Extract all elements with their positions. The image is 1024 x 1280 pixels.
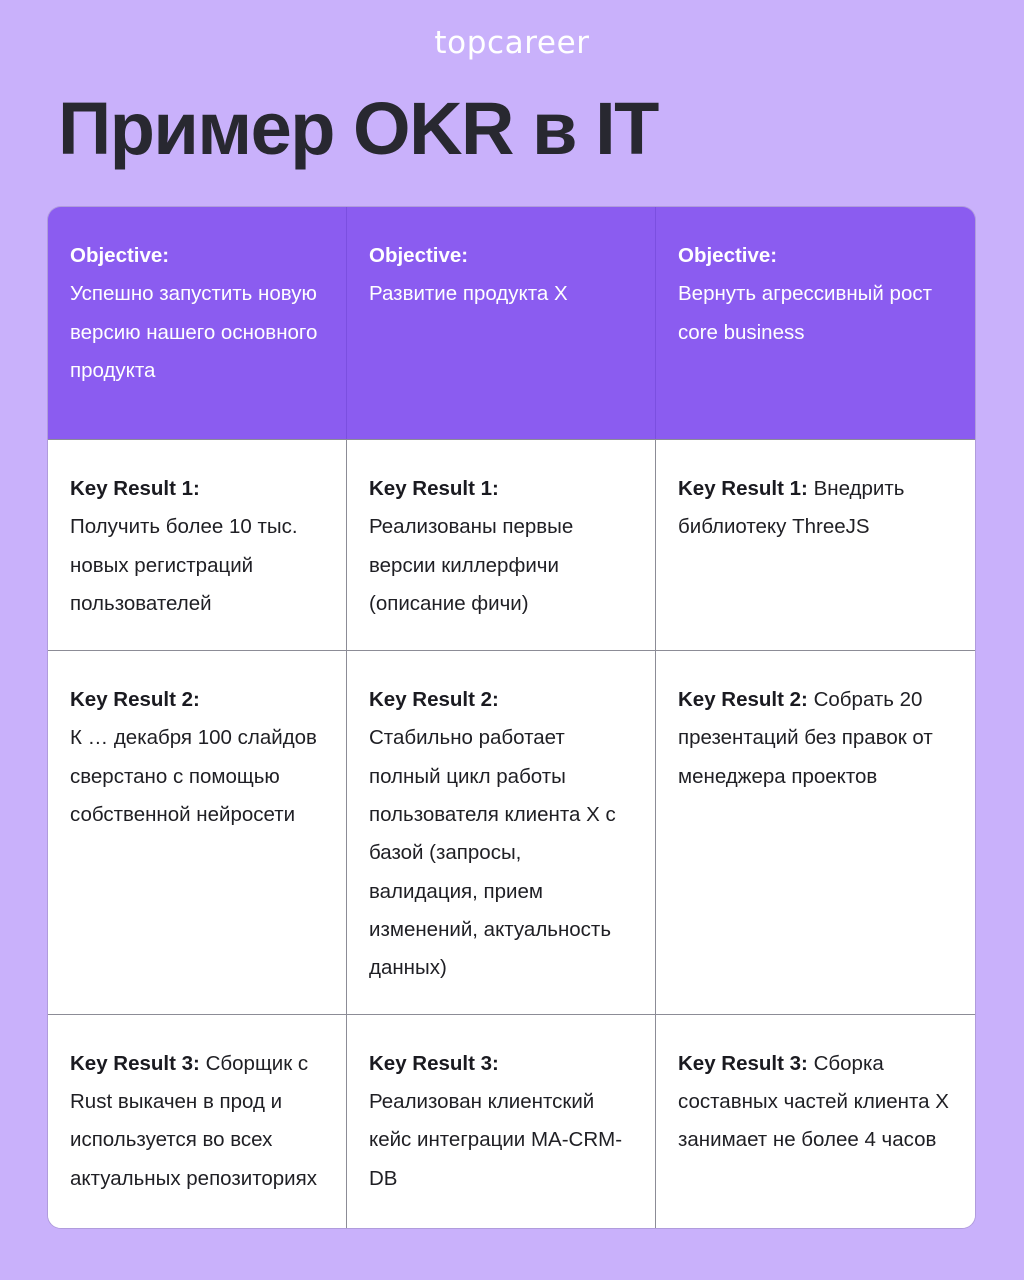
key-result-label-1-1: Key Result 1: xyxy=(70,477,200,500)
objective-text-1: Успешно запустить новую версию нашего основного продукта xyxy=(70,282,318,382)
table-row-key-result-3 xyxy=(48,1014,975,1228)
key-result-cell-2-1 xyxy=(346,440,655,650)
key-result-label-3-1: Key Result 1: xyxy=(678,477,808,500)
objective-cell-1 xyxy=(48,207,346,439)
key-result-text-3-1: Внедрить библиотеку ThreeJS xyxy=(678,477,905,539)
key-result-text-1-1: Получить более 10 тыс. новых регистраций пользователей xyxy=(70,515,298,615)
objective-cell-2 xyxy=(346,207,655,439)
key-result-cell-3-2 xyxy=(655,651,975,1014)
objective-label-2: Objective: xyxy=(369,244,469,267)
key-result-label-2-1: Key Result 1: xyxy=(369,477,499,500)
key-result-text-2-1: Реализованы первые версии киллерфичи (описание фичи) xyxy=(369,515,574,615)
objective-label-1: Objective: xyxy=(70,244,170,267)
page-title: Пример OKR в IT xyxy=(58,87,658,170)
key-result-text-2-2: Стабильно работает полный цикл работы пользователя клиента X с базой (запросы, валидация, прием изменений, актуальность данных) xyxy=(369,726,616,980)
key-result-text-1-3: Сборщик с Rust выкачен в прод и используется во всех актуальных репозиториях xyxy=(70,1051,317,1190)
key-result-label-3-3: Key Result 3: xyxy=(678,1051,808,1075)
key-result-cell-1-2 xyxy=(48,651,346,1014)
brand-logo: topcareer xyxy=(434,25,590,61)
key-result-cell-2-3 xyxy=(346,1015,655,1228)
key-result-cell-3-3 xyxy=(655,1015,975,1228)
objective-text-2: Развитие продукта X xyxy=(369,282,568,306)
table-row-key-result-2 xyxy=(48,650,975,1014)
key-result-cell-1-3 xyxy=(48,1015,346,1228)
key-result-label-3-2: Key Result 2: xyxy=(678,688,808,711)
key-result-label-2-3: Key Result 3: xyxy=(369,1051,499,1075)
key-result-label-1-2: Key Result 2: xyxy=(70,688,200,711)
okr-table xyxy=(48,207,975,1228)
objective-text-3: Вернуть агрессивный рост core business xyxy=(678,282,932,344)
key-result-text-2-3: Реализован клиентский кейс интеграции MA-CRM-DB xyxy=(369,1089,623,1190)
key-result-text-3-3: Сборка составных частей клиента X занимает не более 4 часов xyxy=(678,1051,949,1152)
key-result-text-1-2: К … декабря 100 слайдов сверстано с помощью собственной нейросети xyxy=(70,726,317,826)
key-result-text-3-2: Собрать 20 презентаций без правок от менеджера проектов xyxy=(678,688,933,788)
table-row-objectives xyxy=(48,207,975,439)
key-result-cell-1-1 xyxy=(48,440,346,650)
key-result-cell-2-2 xyxy=(346,651,655,1014)
key-result-cell-3-1 xyxy=(655,440,975,650)
objective-cell-3 xyxy=(655,207,975,439)
table-row-key-result-1 xyxy=(48,439,975,650)
key-result-label-2-2: Key Result 2: xyxy=(369,688,499,711)
key-result-label-1-3: Key Result 3: xyxy=(70,1051,200,1075)
objective-label-3: Objective: xyxy=(678,244,778,267)
